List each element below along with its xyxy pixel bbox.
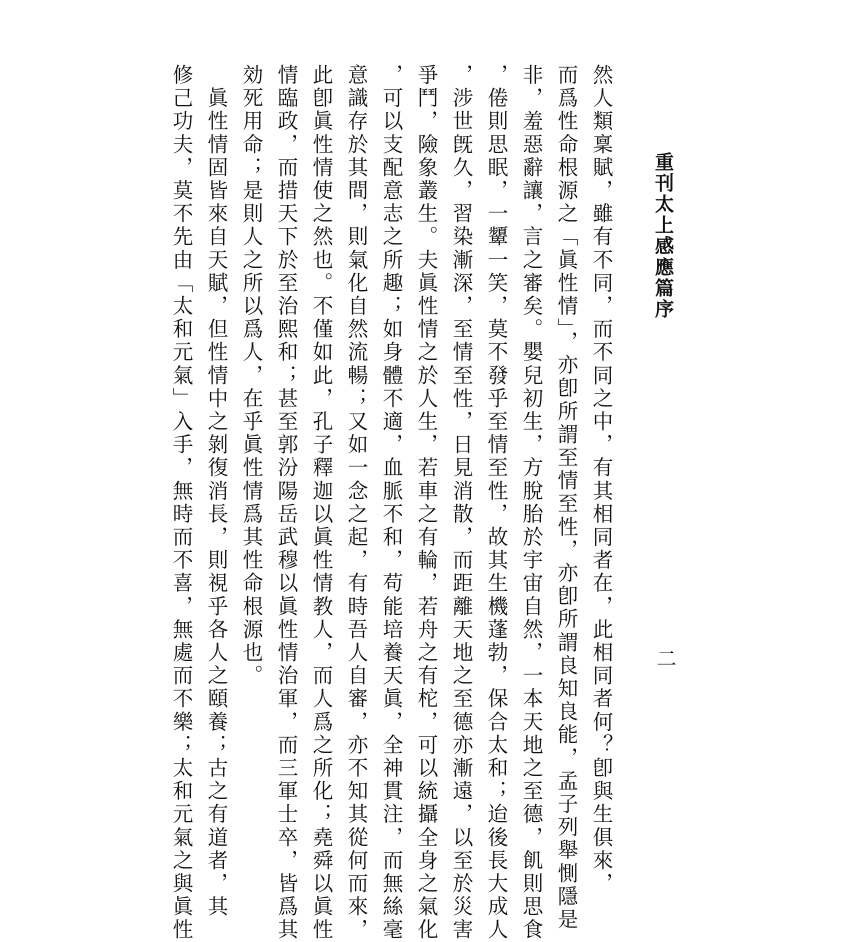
text-column: 効死用命；是則人之所以爲人，在乎眞性情爲其性命根源也。 [239,64,263,688]
text-column: ，可以支配意志之所趣；如身體不適，血脈不和，苟能培養天眞，全神貫注，而無絲毫 [379,64,403,942]
text-column: 而爲性命根源之「眞性情」，亦卽所謂至情至性，亦卽所謂良知良能，孟子列舉惻隱是 [554,64,578,932]
page-number: 二 [653,648,677,668]
text-column: ，倦則思眠，一顰一笑，莫不發乎至情至性，故其生機蓬勃，保合太和；迨後長大成人 [484,64,508,942]
text-column: ，涉世旣久，習染漸深，至情至性，日見消散，而距離天地之至德亦漸遠，以至於災害 [449,64,473,942]
text-column: 情臨政，而措天下於至治熙和；甚至郭汾陽岳武穆以眞性情治軍，而三軍士卒，皆爲其 [274,64,298,942]
text-column: 修己功夫，莫不先由「太和元氣」入手，無時而不喜，無處而不樂；太和元氣之與眞性 [169,64,193,942]
text-column: 非，羞惡辭讓，言之審矣。嬰兒初生，方脫胎於宇宙自然，一本天地之至德，飢則思食 [519,64,543,942]
text-column: 意識存於其間，則氣化自然流暢；又如一念之起，有時吾人自審，亦不知其從何而來， [344,64,368,942]
body-text [163,64,618,942]
running-header-title: 重刊太上感應篇序 [652,152,674,320]
text-column: 眞性情固皆來自天賦，但性情中之剝復消長，則視乎各人之頤養；古之有道者，其 [204,64,228,919]
text-column: 然人類稟賦，雖有不同，而不同之中，有其相同者在，此相同者何？卽與生俱來， [589,64,613,896]
text-column: 爭鬥，險象叢生。夫眞性情之於人生，若車之有輪，若舟之有柁，可以統攝全身之氣化 [414,64,438,942]
text-column: 此卽眞性情使之然也。不僅如此，孔子釋迦以眞性情教人，而人爲之所化；堯舜以眞性 [309,64,333,942]
